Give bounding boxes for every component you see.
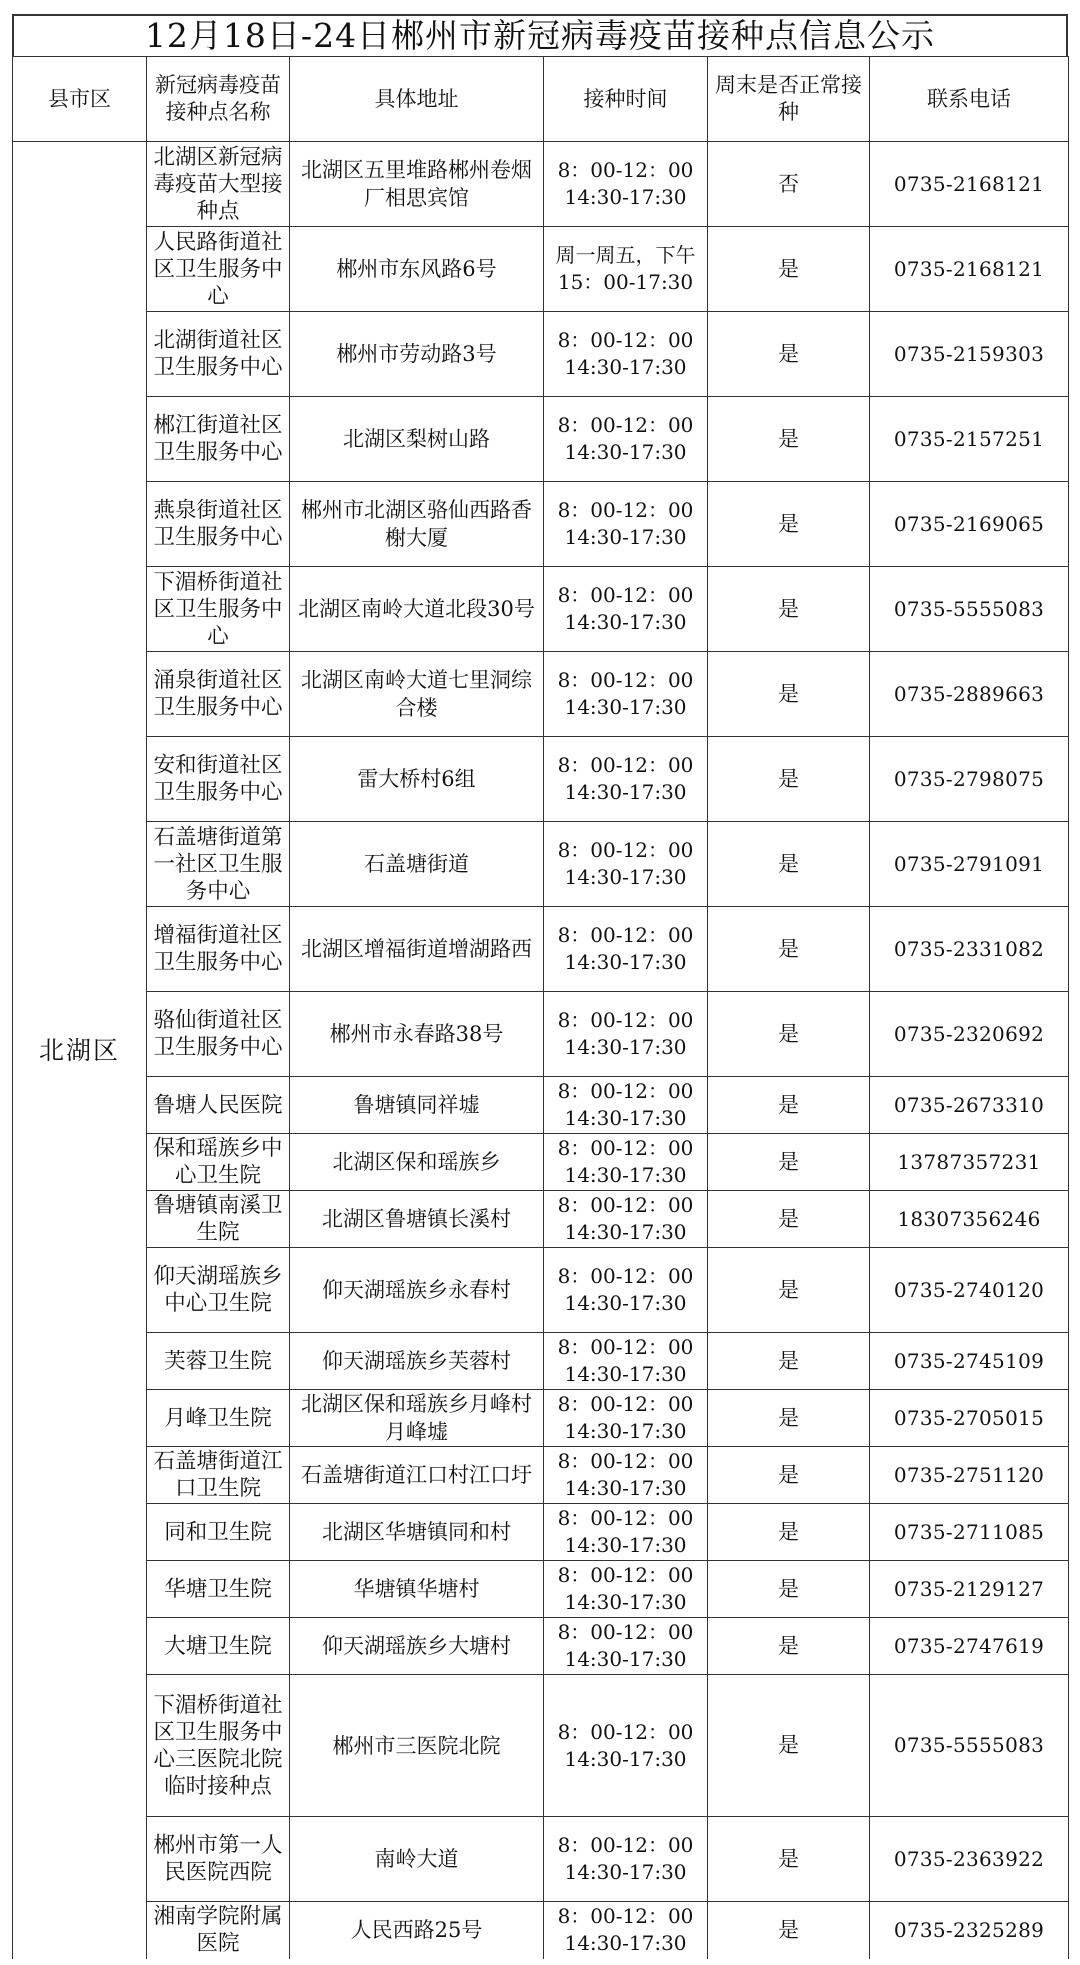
time-cell: 8：00-12：00 14:30-17:30: [544, 1191, 708, 1248]
site-name-cell: 保和瑶族乡中心卫生院: [147, 1134, 290, 1191]
table-row: [13, 1390, 1069, 1447]
table-row: [13, 1618, 1069, 1675]
site-name-cell: 鲁塘镇南溪卫生院: [147, 1191, 290, 1248]
time-cell: 8：00-12：00 14:30-17:30: [544, 737, 708, 822]
site-name-cell: 燕泉街道社区卫生服务中心: [147, 482, 290, 567]
phone-cell: 0735-2159303: [870, 312, 1069, 397]
table-row: [13, 482, 1069, 567]
address-cell: 北湖区五里堆路郴州卷烟厂相思宾馆: [290, 142, 544, 227]
address-cell: 北湖区华塘镇同和村: [290, 1504, 544, 1561]
phone-cell: 0735-2157251: [870, 397, 1069, 482]
table-row: [13, 1134, 1069, 1191]
site-name-cell: 郴州市第一人民医院西院: [147, 1817, 290, 1902]
weekend-cell: 是: [708, 1191, 870, 1248]
site-name-cell: 石盖塘街道第一社区卫生服务中心: [147, 822, 290, 907]
phone-cell: 0735-2363922: [870, 1817, 1069, 1902]
address-cell: 北湖区梨树山路: [290, 397, 544, 482]
table-row: [13, 992, 1069, 1077]
table-row: [13, 1077, 1069, 1134]
weekend-cell: 是: [708, 1333, 870, 1390]
table-row: [13, 737, 1069, 822]
weekend-cell: 是: [708, 822, 870, 907]
address-cell: 郴州市劳动路3号: [290, 312, 544, 397]
address-cell: 南岭大道: [290, 1817, 544, 1902]
weekend-cell: 是: [708, 482, 870, 567]
header-weekend: 周末是否正常接种: [708, 57, 870, 142]
table-row: [13, 142, 1069, 227]
time-cell: 8：00-12：00 14:30-17:30: [544, 907, 708, 992]
weekend-cell: 否: [708, 142, 870, 227]
phone-cell: 18307356246: [870, 1191, 1069, 1248]
time-cell: 周一周五，下午15：00-17:30: [544, 227, 708, 312]
time-cell: 8：00-12：00 14:30-17:30: [544, 992, 708, 1077]
time-cell: 8：00-12：00 14:30-17:30: [544, 312, 708, 397]
phone-cell: 0735-5555083: [870, 567, 1069, 652]
table-row: [13, 1504, 1069, 1561]
address-cell: 仰天湖瑶族乡大塘村: [290, 1618, 544, 1675]
site-name-cell: 安和街道社区卫生服务中心: [147, 737, 290, 822]
site-name-cell: 下湄桥街道社区卫生服务中心三医院北院临时接种点: [147, 1675, 290, 1817]
time-cell: 8：00-12：00 14:30-17:30: [544, 652, 708, 737]
header-address: 具体地址: [290, 57, 544, 142]
address-cell: 北湖区南岭大道北段30号: [290, 567, 544, 652]
phone-cell: 0735-2798075: [870, 737, 1069, 822]
site-name-cell: 人民路街道社区卫生服务中心: [147, 227, 290, 312]
phone-cell: 0735-2889663: [870, 652, 1069, 737]
table-row: [13, 227, 1069, 312]
weekend-cell: 是: [708, 227, 870, 312]
phone-cell: 0735-2751120: [870, 1447, 1069, 1504]
weekend-cell: 是: [708, 1618, 870, 1675]
site-name-cell: 石盖塘街道江口卫生院: [147, 1447, 290, 1504]
time-cell: 8：00-12：00 14:30-17:30: [544, 1817, 708, 1902]
site-name-cell: 郴江街道社区卫生服务中心: [147, 397, 290, 482]
phone-cell: 0735-2168121: [870, 227, 1069, 312]
weekend-cell: 是: [708, 312, 870, 397]
table-row: [13, 1817, 1069, 1902]
phone-cell: 0735-2169065: [870, 482, 1069, 567]
weekend-cell: 是: [708, 1675, 870, 1817]
table-row: [13, 567, 1069, 652]
address-cell: 北湖区保和瑶族乡: [290, 1134, 544, 1191]
phone-cell: 0735-5555083: [870, 1675, 1069, 1817]
header-site-name: 新冠病毒疫苗接种点名称: [147, 57, 290, 142]
table-row: [13, 312, 1069, 397]
address-cell: 北湖区南岭大道七里洞综合楼: [290, 652, 544, 737]
address-cell: 北湖区鲁塘镇长溪村: [290, 1191, 544, 1248]
site-name-cell: 华塘卫生院: [147, 1561, 290, 1618]
site-name-cell: 增福街道社区卫生服务中心: [147, 907, 290, 992]
page-title: 12月18日-24日郴州市新冠病毒疫苗接种点信息公示: [12, 14, 1068, 56]
weekend-cell: 是: [708, 1390, 870, 1447]
phone-cell: 0735-2129127: [870, 1561, 1069, 1618]
time-cell: 8：00-12：00 14:30-17:30: [544, 1902, 708, 1959]
time-cell: 8：00-12：00 14:30-17:30: [544, 567, 708, 652]
weekend-cell: 是: [708, 1134, 870, 1191]
time-cell: 8：00-12：00 14:30-17:30: [544, 1333, 708, 1390]
table-row: [13, 1561, 1069, 1618]
phone-cell: 0735-2747619: [870, 1618, 1069, 1675]
time-cell: 8：00-12：00 14:30-17:30: [544, 1675, 708, 1817]
time-cell: 8：00-12：00 14:30-17:30: [544, 1504, 708, 1561]
vaccination-sites-table: [12, 56, 1069, 1959]
weekend-cell: 是: [708, 907, 870, 992]
header-county: 县市区: [13, 57, 147, 142]
phone-cell: 0735-2331082: [870, 907, 1069, 992]
table-row: [13, 652, 1069, 737]
phone-cell: 0735-2325289: [870, 1902, 1069, 1959]
time-cell: 8：00-12：00 14:30-17:30: [544, 1390, 708, 1447]
header-phone: 联系电话: [870, 57, 1069, 142]
address-cell: 仰天湖瑶族乡芙蓉村: [290, 1333, 544, 1390]
phone-cell: 0735-2745109: [870, 1333, 1069, 1390]
weekend-cell: 是: [708, 1447, 870, 1504]
address-cell: 石盖塘街道: [290, 822, 544, 907]
weekend-cell: 是: [708, 1902, 870, 1959]
time-cell: 8：00-12：00 14:30-17:30: [544, 1077, 708, 1134]
site-name-cell: 大塘卫生院: [147, 1618, 290, 1675]
table-row: [13, 1191, 1069, 1248]
table-row: [13, 1902, 1069, 1959]
weekend-cell: 是: [708, 1077, 870, 1134]
time-cell: 8：00-12：00 14:30-17:30: [544, 1618, 708, 1675]
site-name-cell: 仰天湖瑶族乡中心卫生院: [147, 1248, 290, 1333]
time-cell: 8：00-12：00 14:30-17:30: [544, 822, 708, 907]
phone-cell: 0735-2320692: [870, 992, 1069, 1077]
weekend-cell: 是: [708, 992, 870, 1077]
phone-cell: 13787357231: [870, 1134, 1069, 1191]
address-cell: 北湖区保和瑶族乡月峰村月峰墟: [290, 1390, 544, 1447]
table-row: [13, 397, 1069, 482]
address-cell: 郴州市三医院北院: [290, 1675, 544, 1817]
phone-cell: 0735-2705015: [870, 1390, 1069, 1447]
address-cell: 石盖塘街道江口村江口圩: [290, 1447, 544, 1504]
weekend-cell: 是: [708, 1504, 870, 1561]
site-name-cell: 北湖街道社区卫生服务中心: [147, 312, 290, 397]
site-name-cell: 北湖区新冠病毒疫苗大型接种点: [147, 142, 290, 227]
site-name-cell: 鲁塘人民医院: [147, 1077, 290, 1134]
phone-cell: 0735-2740120: [870, 1248, 1069, 1333]
address-cell: 鲁塘镇同祥墟: [290, 1077, 544, 1134]
address-cell: 雷大桥村6组: [290, 737, 544, 822]
site-name-cell: 月峰卫生院: [147, 1390, 290, 1447]
time-cell: 8：00-12：00 14:30-17:30: [544, 1447, 708, 1504]
time-cell: 8：00-12：00 14:30-17:30: [544, 142, 708, 227]
address-cell: 郴州市东风路6号: [290, 227, 544, 312]
phone-cell: 0735-2673310: [870, 1077, 1069, 1134]
address-cell: 人民西路25号: [290, 1902, 544, 1959]
address-cell: 北湖区增福街道增湖路西: [290, 907, 544, 992]
table-row: [13, 1248, 1069, 1333]
weekend-cell: 是: [708, 1248, 870, 1333]
table-row: [13, 822, 1069, 907]
site-name-cell: 下湄桥街道社区卫生服务中心: [147, 567, 290, 652]
vaccination-notice-sheet: [12, 14, 1068, 1959]
address-cell: 郴州市北湖区骆仙西路香榭大厦: [290, 482, 544, 567]
table-row: [13, 1447, 1069, 1504]
time-cell: 8：00-12：00 14:30-17:30: [544, 482, 708, 567]
address-cell: 华塘镇华塘村: [290, 1561, 544, 1618]
address-cell: 仰天湖瑶族乡永春村: [290, 1248, 544, 1333]
time-cell: 8：00-12：00 14:30-17:30: [544, 1561, 708, 1618]
weekend-cell: 是: [708, 567, 870, 652]
phone-cell: 0735-2168121: [870, 142, 1069, 227]
header-time: 接种时间: [544, 57, 708, 142]
weekend-cell: 是: [708, 397, 870, 482]
time-cell: 8：00-12：00 14:30-17:30: [544, 1248, 708, 1333]
time-cell: 8：00-12：00 14:30-17:30: [544, 397, 708, 482]
phone-cell: 0735-2711085: [870, 1504, 1069, 1561]
weekend-cell: 是: [708, 737, 870, 822]
time-cell: 8：00-12：00 14:30-17:30: [544, 1134, 708, 1191]
weekend-cell: 是: [708, 1561, 870, 1618]
site-name-cell: 涌泉街道社区卫生服务中心: [147, 652, 290, 737]
phone-cell: 0735-2791091: [870, 822, 1069, 907]
address-cell: 郴州市永春路38号: [290, 992, 544, 1077]
site-name-cell: 湘南学院附属医院: [147, 1902, 290, 1959]
site-name-cell: 芙蓉卫生院: [147, 1333, 290, 1390]
table-row: [13, 1675, 1069, 1817]
table-row: [13, 1333, 1069, 1390]
table-header-row: [13, 57, 1069, 142]
county-cell: 北湖区: [13, 142, 147, 1959]
weekend-cell: 是: [708, 652, 870, 737]
site-name-cell: 同和卫生院: [147, 1504, 290, 1561]
table-row: [13, 907, 1069, 992]
weekend-cell: 是: [708, 1817, 870, 1902]
site-name-cell: 骆仙街道社区卫生服务中心: [147, 992, 290, 1077]
